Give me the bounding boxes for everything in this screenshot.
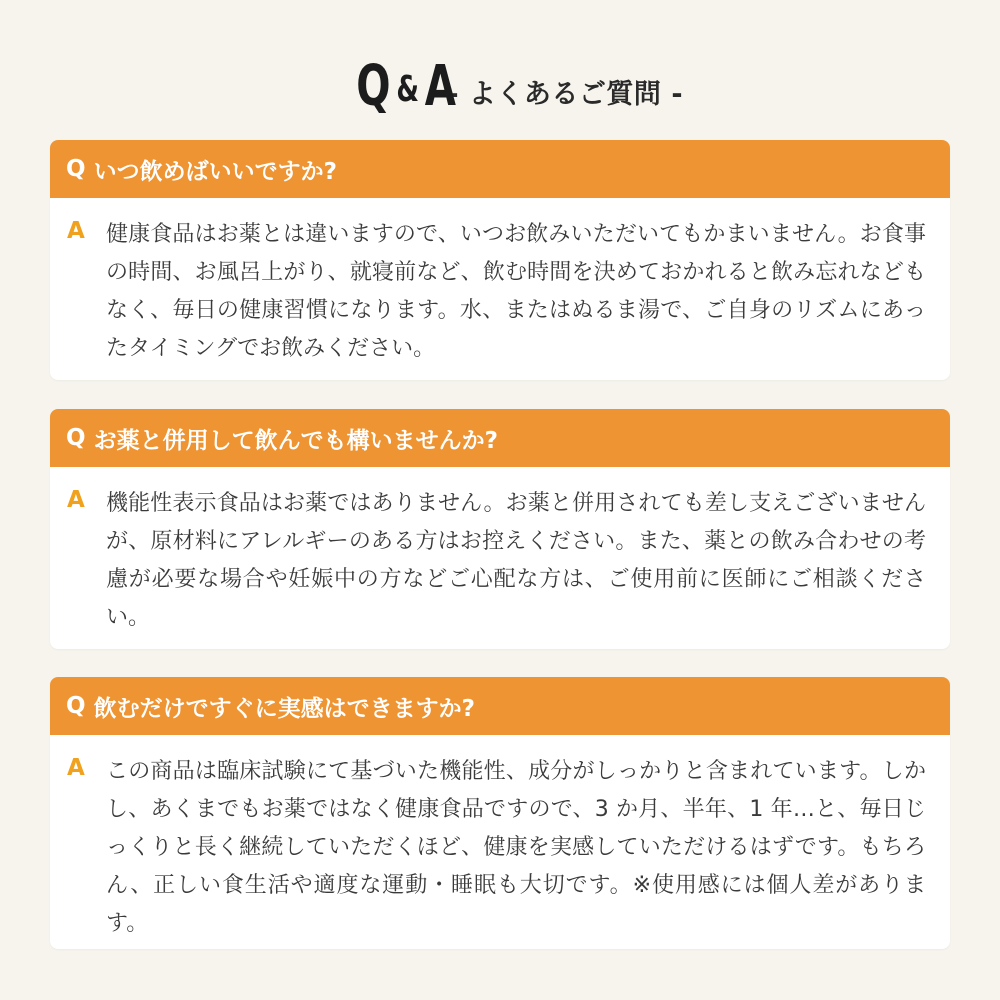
question-mark-label: Q bbox=[66, 156, 86, 182]
answer-mark-label: A bbox=[67, 487, 85, 513]
answer-mark-label: A bbox=[67, 218, 85, 244]
faq-answer-text: この商品は臨床試験にて基づいた機能性、成分がしっかりと含まれています。しかし、あくまでもお薬ではなく健康食品ですので、3 か月、半年、1 年…と、毎日じっくりと長く継続していただくほど、健康を実感していただけるはずです。もちろん、正しい食生活や適度な運動・睡眠も大切です。※使用感には個人差があります。 bbox=[106, 759, 926, 936]
faq-question-text: 飲むだけですぐに実感はできますか? bbox=[93, 695, 475, 722]
qa-title bbox=[356, 54, 458, 119]
question-mark-label: Q bbox=[66, 693, 86, 719]
faq-answer bbox=[50, 467, 950, 637]
faq-item bbox=[50, 140, 950, 380]
faq-item bbox=[50, 677, 950, 949]
faq-question-bar bbox=[50, 677, 950, 735]
faq-item bbox=[50, 409, 950, 649]
faq-answer-text: 健康食品はお薬とは違いますので、いつお飲みいただいてもかまいません。お食事の時間、お風呂上がり、就寝前など、飲む時間を決めておかれると飲み忘れなどもなく、毎日の健康習慣になります。水、またはぬるま湯で、ご自身のリズムにあったタイミングでお飲みください。 bbox=[106, 222, 926, 361]
faq-question-bar bbox=[50, 409, 950, 467]
faq-answer bbox=[50, 735, 950, 943]
question-mark-label: Q bbox=[66, 425, 86, 451]
faq-question-text: いつ飲めばいいですか? bbox=[93, 158, 337, 185]
faq-question-text: お薬と併用して飲んでも構いませんか? bbox=[93, 427, 498, 454]
qa-title-q: Q bbox=[356, 54, 392, 119]
faq-question-bar bbox=[50, 140, 950, 198]
qa-title-ampersand: & bbox=[396, 68, 421, 110]
faq-answer bbox=[50, 198, 950, 368]
qa-title-a: A bbox=[424, 54, 458, 119]
answer-mark-label: A bbox=[67, 755, 85, 781]
page-header bbox=[0, 52, 1000, 122]
faq-subtitle: - よくあるご質問 - bbox=[447, 78, 684, 110]
faq-answer-text: 機能性表示食品はお薬ではありません。お薬と併用されても差し支えございませんが、原材料にアレルギーのある方はお控えください。また、薬との飲み合わせの考慮が必要な場合や妊娠中の方などご心配な方は、ご使用前に医師にご相談ください。 bbox=[106, 491, 926, 630]
